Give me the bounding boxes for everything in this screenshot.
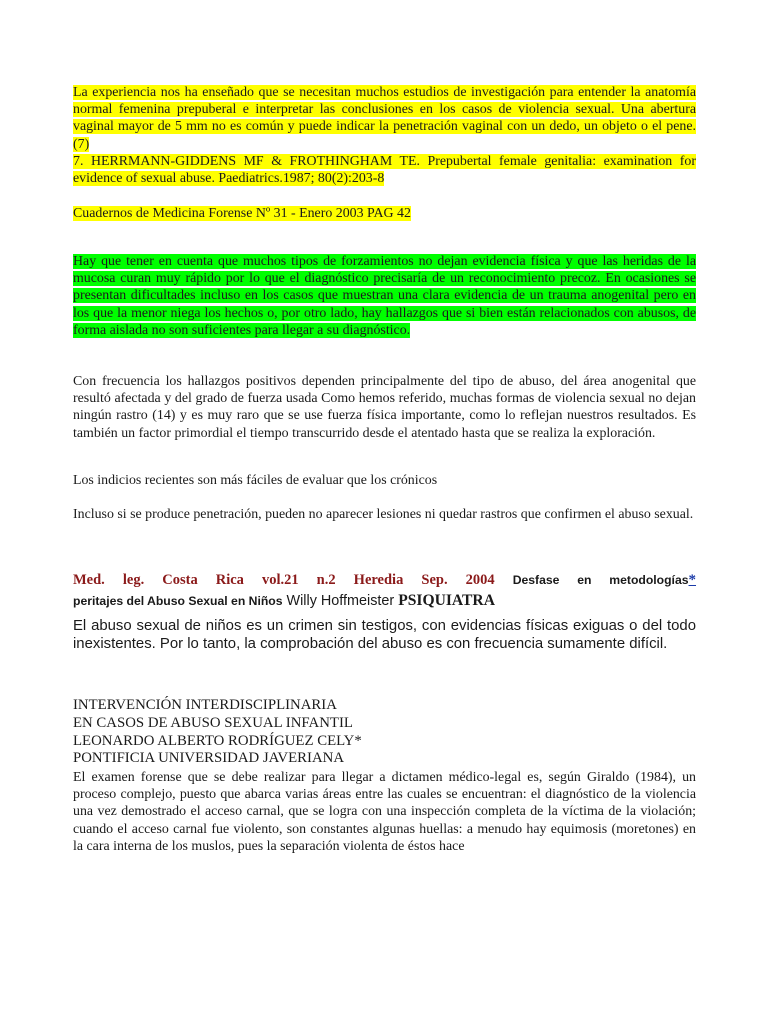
article-title-part1: Desfase en metodologías xyxy=(512,573,689,587)
paragraph-forced-evidence xyxy=(73,253,696,339)
source-med-leg-line2 xyxy=(73,591,696,611)
source-javeriana xyxy=(73,697,696,768)
highlighted-text: La experiencia nos ha enseñado que se necesitan muchos estudios de investigación para entender la anatomía normal femenina prepuberal e interpretar las conclusiones en los casos de violencia sexual. Una abertura vaginal mayor de 5 mm no es común y puede indicar la penetración vaginal con un dedo, un objeto o el pene. (7) xyxy=(73,85,696,152)
source-javeriana-line2: EN CASOS DE ABUSO SEXUAL INFANTIL xyxy=(73,714,353,731)
footnote-link[interactable]: * xyxy=(688,572,697,588)
paragraph-crime-without-witnesses: El abuso sexual de niños es un crimen sin testigos, con evidencias físicas exiguas o del todo inexistentes. Por lo tanto, la comprobación del abuso es con frecuencia sumamente difícil. xyxy=(73,618,696,652)
paragraph-recent-signs: Los indicios recientes son más fáciles de evaluar que los crónicos xyxy=(73,473,438,488)
journal-citation: Med. leg. Costa Rica vol.21 n.2 Heredia Sep. 2004 xyxy=(73,572,495,588)
source-med-leg-costa-rica xyxy=(73,571,696,589)
author-name: Willy Hoffmeister xyxy=(286,593,395,609)
source-javeriana-author: LEONARDO ALBERTO RODRÍGUEZ CELY* xyxy=(73,732,362,749)
article-title-part2: peritajes del Abuso Sexual en Niños xyxy=(73,594,283,608)
source-cuadernos xyxy=(73,205,696,222)
author-role: PSIQUIATRA xyxy=(398,592,495,609)
source-cuadernos-text: Cuadernos de Medicina Forense Nº 31 - Enero 2003 PAG 42 xyxy=(73,206,411,221)
highlighted-text-green: Hay que tener en cuenta que muchos tipos de forzamientos no dejan evidencia física y que las heridas de la mucosa curan muy rápido por lo que el diagnóstico precisaría de un reconocimiento precoz. En ocasiones se presentan dificultades incluso en los casos que muestran una clara evidencia de un trauma anogenital pero en los que la menor niega los hechos o, por otro lado, hay hallazgos que si bien están relacionados con abusos, de forma aislada no son suficientes para llegar a su diagnóstico. xyxy=(73,254,696,338)
paragraph-positive-findings: Con frecuencia los hallazgos positivos dependen principalmente del tipo de abuso, del área anogenital que resultó afectada y del grado de fuerza usada Como hemos referido, muchas formas de violencia sexual no dejan ningún rastro (14) y es muy raro que se use fuerza física importante, como lo reflejan nuestros resultados. Es también un factor primordial el tiempo transcurrido desde el atentado hasta que se realiza la exploración. xyxy=(73,374,696,441)
paragraph-penetration: Incluso si se produce penetración, pueden no aparecer lesiones ni quedar rastros que confirmen el abuso sexual. xyxy=(73,507,694,522)
source-javeriana-line1: INTERVENCIÓN INTERDISCIPLINARIA xyxy=(73,697,337,713)
paragraph-pediatric-anatomy xyxy=(73,84,696,187)
citation-herrmann-giddens: 7. HERRMANN-GIDDENS MF & FROTHINGHAM TE. Prepubertal female genitalia: examination for evidence of sexual abuse. Paediatrics.1987; 80(2):203-8 xyxy=(73,153,696,187)
source-javeriana-institution: PONTIFICIA UNIVERSIDAD JAVERIANA xyxy=(73,750,345,767)
paragraph-forensic-exam: El examen forense que se debe realizar para llegar a dictamen médico-legal es, según Giraldo (1984), un proceso complejo, puesto que abarca varias áreas entre las cuales se encuentran: el diagnóstico de la violencia una vez demostrado el acceso carnal, que se logra con una inspección completa de la víctima de la violación; cuando el acceso carnal fue violento, son constantes algunas huellas: a menudo hay equimosis (moretones) en la cara interna de los muslos, pues la separación violenta de éstos hace xyxy=(73,770,696,854)
